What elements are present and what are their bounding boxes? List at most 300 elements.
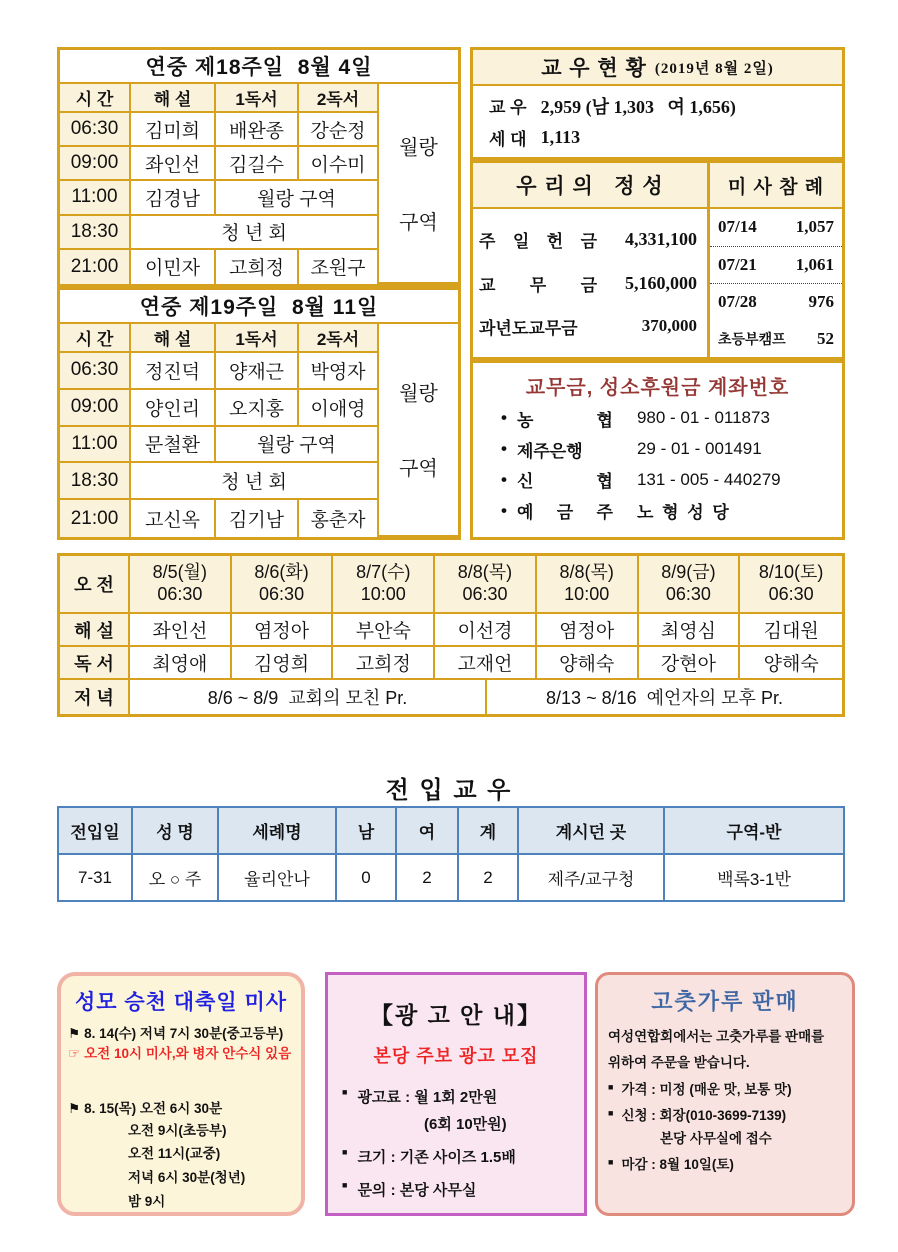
cell-text: 2 <box>483 867 493 887</box>
pointing-hand-icon: ☞ <box>68 1046 81 1062</box>
time-text: 10:00 <box>564 584 610 604</box>
name-text: 김경남 <box>144 188 201 210</box>
assumption-mass-box <box>57 972 305 1216</box>
attendance-count: 1,061 <box>795 254 834 274</box>
header-text: 구역-반 <box>726 823 782 842</box>
households-label: 세 대 <box>489 130 527 150</box>
account-numbers-panel <box>470 360 845 540</box>
offering-label: 주 일 헌 금 <box>479 232 597 252</box>
name-text: 월랑 구역 <box>257 188 336 210</box>
transfer-header <box>133 808 219 855</box>
transfer-header <box>519 808 665 855</box>
name-text: 이민자 <box>144 258 201 280</box>
week18-header-reading1 <box>216 84 299 113</box>
square-bullet-icon: ■ <box>342 1180 348 1190</box>
name-text: 이수미 <box>310 154 366 176</box>
cell-text: 백록3-1반 <box>717 870 791 889</box>
name-text: 김영희 <box>254 654 310 675</box>
table-cell <box>60 113 131 147</box>
time-text: 18:30 <box>70 220 119 242</box>
transfer-header <box>665 808 843 855</box>
time-text: 06:30 <box>70 118 119 140</box>
name-text: 염정아 <box>559 621 615 642</box>
name-text: 최영애 <box>152 654 208 675</box>
name-text: 고희정 <box>228 258 285 280</box>
name-text: 오지홍 <box>228 398 285 420</box>
time-text: 06:30 <box>768 584 814 604</box>
name-text: 강순정 <box>310 120 366 142</box>
week19-title-text: 연중 제19주일 8월 11일 <box>139 296 379 319</box>
name-text: 좌인선 <box>144 154 201 176</box>
week19-title <box>60 290 458 324</box>
attendance-row <box>710 209 842 247</box>
attendance-date: 07/14 <box>718 217 757 237</box>
bank-name: 신 협 <box>516 472 613 492</box>
table-cell <box>639 647 741 680</box>
item-text: 광고료 : 월 1회 2만원 <box>357 1089 498 1106</box>
table-cell <box>299 390 379 427</box>
cell-text: 2 <box>422 867 432 887</box>
table-cell <box>435 614 537 647</box>
header-text: 계 <box>479 823 497 842</box>
weekday-date-cell <box>435 556 537 614</box>
name-text: 김대원 <box>763 621 819 642</box>
item-text: 마감 : 8월 10일(토) <box>621 1157 734 1173</box>
subtitle-text: 본당 주보 광고 모집 <box>373 1046 539 1066</box>
table-cell <box>740 647 842 680</box>
header-text: 시 간 <box>75 330 114 349</box>
week19-region-label <box>379 324 458 537</box>
name-text: 최영심 <box>660 621 716 642</box>
account-row <box>479 498 836 523</box>
table-cell <box>60 181 131 215</box>
assumption-sub-item <box>128 1119 294 1143</box>
header-text: 해 설 <box>153 330 192 349</box>
evening-right-cell <box>487 680 842 714</box>
table-cell <box>130 614 232 647</box>
name-text: 좌인선 <box>152 621 208 642</box>
item-text: 신청 : 회장(010-3699-7139) <box>621 1107 787 1123</box>
status-date: (2019년 8월 2일) <box>654 60 774 77</box>
assumption-sub-item <box>128 1166 294 1190</box>
row-label: 오 전 <box>74 575 114 595</box>
name-text: 양재근 <box>228 361 285 383</box>
dot-bullet-icon: • <box>501 500 507 520</box>
transfer-table <box>57 806 845 902</box>
name-text: 청 년 회 <box>221 472 287 494</box>
time-text: 21:00 <box>70 507 119 529</box>
parish-status-body <box>473 86 842 157</box>
square-bullet-icon: ■ <box>342 1147 348 1157</box>
name-text: 월랑 구역 <box>257 435 336 457</box>
transfer-cell <box>59 855 133 900</box>
header-text: 성 명 <box>156 823 194 842</box>
table-cell <box>232 614 334 647</box>
offerings-column <box>473 163 710 357</box>
name-text: 고재언 <box>457 654 513 675</box>
item-text: 가격 : 미정 (매운 맛, 보통 맛) <box>621 1082 792 1098</box>
table-cell <box>131 500 216 537</box>
row-label: 해 설 <box>74 620 114 641</box>
title-text: 고춧가루 판매 <box>651 989 799 1014</box>
table-cell <box>60 427 131 464</box>
table-cell <box>299 113 379 147</box>
title-text: 【광 고 안 내】 <box>369 1002 543 1028</box>
name-text: 양해숙 <box>763 654 819 675</box>
name-text: 김미희 <box>144 120 201 142</box>
table-cell <box>131 427 216 464</box>
table-cell <box>333 647 435 680</box>
table-cell <box>537 647 639 680</box>
time-text: 06:30 <box>665 584 711 604</box>
week18-header-time <box>60 84 131 113</box>
date-text: 8/8(목) <box>559 562 614 583</box>
bank-name: 제주은행 <box>516 441 583 461</box>
weekday-date-cell <box>740 556 842 614</box>
ad-item <box>342 1086 570 1107</box>
parish-status-panel <box>470 47 845 160</box>
region-line: 월랑 <box>399 137 438 159</box>
name-text: 문철환 <box>144 435 201 457</box>
attendance-count: 1,057 <box>795 217 834 237</box>
attendance-date: 07/21 <box>718 254 757 274</box>
square-bullet-icon: ■ <box>608 1107 614 1118</box>
attendance-row <box>710 284 842 321</box>
transfer-cell <box>219 855 337 900</box>
table-cell <box>131 390 216 427</box>
transfer-cell <box>133 855 219 900</box>
name-text: 박영자 <box>310 361 366 383</box>
header-text: 1독서 <box>235 90 278 109</box>
name-text: 고희정 <box>355 654 411 675</box>
transfer-cell <box>337 855 397 900</box>
square-bullet-icon: ■ <box>608 1082 614 1093</box>
date-text: 8/10(토) <box>758 562 824 583</box>
members-label: 교 우 <box>489 98 527 118</box>
account-row <box>479 437 836 462</box>
flag-icon: ⚑ <box>68 1026 81 1041</box>
ad-item-detail <box>424 1113 572 1134</box>
table-cell <box>60 250 131 284</box>
intro-text: 여성연합회에서는 고춧가루를 판매를 <box>608 1029 825 1044</box>
offering-row <box>473 314 707 339</box>
name-text: 이애영 <box>310 398 366 420</box>
sub-text: 저녁 6시 30분(청년) <box>128 1170 246 1185</box>
weekday-date-cell <box>639 556 741 614</box>
date-text: 8/5(월) <box>152 562 208 583</box>
assumption-item <box>68 1099 294 1119</box>
households-line <box>473 125 842 150</box>
table-cell <box>537 614 639 647</box>
date-text: 8/7(수) <box>356 562 411 583</box>
weekday-date-cell <box>333 556 435 614</box>
date-text: 8/9(금) <box>661 562 716 583</box>
offering-row <box>473 271 707 296</box>
attendance-row <box>710 321 842 358</box>
row-label: 저 녁 <box>74 688 114 708</box>
table-cell <box>216 500 299 537</box>
week19-header-time <box>60 324 131 353</box>
cell-text: 오 ○ 주 <box>148 870 202 889</box>
offering-value: 5,160,000 <box>625 272 697 293</box>
offering-row <box>473 227 707 252</box>
table-cell <box>299 147 379 181</box>
transfer-cell <box>519 855 665 900</box>
attendance-column <box>710 163 842 357</box>
header-text: 전입일 <box>70 823 120 842</box>
table-cell <box>216 113 299 147</box>
attendance-count: 976 <box>808 292 834 312</box>
table-cell <box>740 614 842 647</box>
table-cell-merged <box>216 181 379 215</box>
week18-title-text: 연중 제18주일 8월 4일 <box>145 56 373 79</box>
table-cell <box>639 614 741 647</box>
time-text: 06:30 <box>70 359 119 381</box>
cell-text: 0 <box>361 867 371 887</box>
account-number: 980 - 01 - 011873 <box>636 408 770 428</box>
table-cell <box>299 250 379 284</box>
holder-name: 노 형 성 당 <box>636 503 731 523</box>
transfer-header <box>337 808 397 855</box>
pepper-item-detail <box>660 1128 842 1150</box>
time-text: 11:00 <box>71 186 118 208</box>
table-cell <box>60 500 131 537</box>
offerings-title <box>473 163 707 209</box>
pepper-item <box>608 1105 842 1127</box>
table-cell <box>60 463 131 500</box>
square-bullet-icon: ■ <box>342 1087 348 1097</box>
name-text: 양해숙 <box>559 654 615 675</box>
name-text: 부안숙 <box>355 621 411 642</box>
name-text: 고신옥 <box>144 510 201 532</box>
title-text: 교무금, 성소후원금 계좌번호 <box>525 377 790 399</box>
title-text: 교 우 현 황 <box>541 57 647 80</box>
header-text: 1독서 <box>235 330 278 349</box>
dot-bullet-icon: • <box>501 408 507 428</box>
holder-label: 예 금 주 <box>516 503 613 523</box>
ad-subtitle <box>340 1042 572 1068</box>
assumption-item <box>68 1024 294 1044</box>
name-text: 양인리 <box>144 398 201 420</box>
name-text: 정진덕 <box>144 361 201 383</box>
name-text: 청 년 회 <box>221 223 287 245</box>
table-cell <box>131 181 216 215</box>
week18-schedule-table <box>57 47 461 287</box>
evening-text: 8/13 ~ 8/16 예언자의 모후 Pr. <box>546 688 783 708</box>
sub-text: 밤 9시 <box>128 1193 166 1209</box>
account-number: 131 - 005 - 440279 <box>636 469 781 489</box>
offerings-attendance-panel <box>470 160 845 360</box>
table-cell <box>60 390 131 427</box>
account-row <box>479 406 836 431</box>
sub-text: 오전 11시(교중) <box>128 1146 221 1162</box>
weekday-label-commentary <box>60 614 130 647</box>
weekday-label-reading <box>60 647 130 680</box>
time-text: 09:00 <box>70 396 119 418</box>
date-text: 8/6(화) <box>254 562 309 583</box>
region-line: 구역 <box>399 458 438 481</box>
week18-region-label <box>379 84 458 284</box>
table-cell <box>60 216 131 250</box>
evening-row <box>130 680 842 714</box>
title-text: 우 리 의 정 성 <box>516 175 664 198</box>
ad-item <box>342 1179 570 1200</box>
table-cell <box>131 147 216 181</box>
time-text: 11:00 <box>71 432 118 454</box>
table-cell <box>130 647 232 680</box>
table-cell <box>216 147 299 181</box>
bank-name: 농 협 <box>516 410 613 430</box>
attendance-body <box>710 209 842 357</box>
item-text: 8. 14(수) 저녁 7시 30분(중고등부) <box>84 1026 284 1041</box>
ad-title <box>340 997 572 1030</box>
name-text: 홍춘자 <box>310 510 366 532</box>
attendance-title <box>710 163 842 209</box>
name-text: 조원구 <box>310 258 366 280</box>
header-text: 시 간 <box>75 90 114 109</box>
header-text: 남 <box>357 823 375 842</box>
name-text: 이선경 <box>457 621 513 642</box>
offering-value: 4,331,100 <box>625 229 697 250</box>
table-cell <box>232 647 334 680</box>
transfer-header <box>397 808 459 855</box>
time-text: 06:30 <box>259 584 305 604</box>
header-text: 해 설 <box>153 90 192 109</box>
week18-header-reading2 <box>299 84 379 113</box>
table-cell <box>333 614 435 647</box>
assumption-title <box>68 986 294 1016</box>
table-cell <box>60 147 131 181</box>
table-cell <box>216 353 299 390</box>
sub-text: 오전 9시(초등부) <box>128 1122 227 1138</box>
transfer-section-title <box>0 770 898 805</box>
transfer-header <box>219 808 337 855</box>
time-text: 18:30 <box>70 469 119 491</box>
flag-icon: ⚑ <box>68 1100 81 1116</box>
weekday-label-morning <box>60 556 130 614</box>
name-text: 염정아 <box>254 621 310 642</box>
weekday-date-cell <box>537 556 639 614</box>
evening-left-cell <box>130 680 487 714</box>
assumption-note <box>68 1044 294 1064</box>
name-text: 배완종 <box>228 120 285 142</box>
ad-item <box>342 1146 570 1167</box>
table-cell <box>299 500 379 537</box>
title-text: 전 입 교 우 <box>385 777 513 804</box>
parish-status-title <box>473 50 842 86</box>
table-cell <box>216 250 299 284</box>
pepper-sale-box <box>595 972 855 1216</box>
week19-schedule-table <box>57 287 461 540</box>
item-text: 8. 15(목) 오전 6시 30분 <box>84 1100 223 1116</box>
name-text: 강현아 <box>660 654 716 675</box>
households-value: 1,113 <box>540 127 581 148</box>
week19-header-commentary <box>131 324 216 353</box>
table-cell <box>131 250 216 284</box>
note-text: 오전 10시 미사,와 병자 안수식 있음 <box>84 1046 292 1062</box>
region-line: 구역 <box>399 212 438 234</box>
account-number: 29 - 01 - 001491 <box>636 439 762 459</box>
attendance-count: 52 <box>817 328 834 348</box>
item-text: 크기 : 기존 사이즈 1.5배 <box>357 1149 516 1166</box>
dot-bullet-icon: • <box>501 439 507 459</box>
week19-header-reading2 <box>299 324 379 353</box>
account-row <box>479 467 836 492</box>
item-text: (6회 10만원) <box>424 1116 507 1133</box>
offering-value: 370,000 <box>641 316 697 336</box>
cell-text: 제주/교구청 <box>547 870 635 889</box>
header-text: 2독서 <box>316 90 360 109</box>
transfer-header <box>459 808 519 855</box>
attendance-row <box>710 247 842 285</box>
header-text: 계시던 곳 <box>555 823 627 842</box>
offering-label: 과년도교무금 <box>479 318 578 338</box>
item-text: 본당 사무실에 접수 <box>660 1131 772 1147</box>
item-text: 문의 : 본당 사무실 <box>357 1182 477 1199</box>
week18-title <box>60 50 458 84</box>
title-text: 성모 승천 대축일 미사 <box>74 991 288 1014</box>
offering-label: 교 무 금 <box>479 275 597 295</box>
weekday-label-evening <box>60 680 130 714</box>
header-text: 여 <box>418 823 436 842</box>
transfer-cell <box>459 855 519 900</box>
table-cell-merged <box>216 427 379 464</box>
time-text: 06:30 <box>462 584 508 604</box>
week19-header-reading1 <box>216 324 299 353</box>
header-text: 세례명 <box>252 823 302 842</box>
weekday-mass-table <box>57 553 845 717</box>
weekday-date-cell <box>232 556 334 614</box>
cell-text: 율리안나 <box>244 870 310 889</box>
cell-text: 7-31 <box>77 867 113 887</box>
header-text: 2독서 <box>316 330 360 349</box>
intro-text: 위하여 주문을 받습니다. <box>608 1054 750 1070</box>
attendance-event: 초등부캠프 <box>718 330 786 347</box>
transfer-header <box>59 808 133 855</box>
dot-bullet-icon: • <box>501 469 507 489</box>
account-panel-body <box>479 400 836 529</box>
table-cell <box>216 390 299 427</box>
time-text: 06:30 <box>157 584 203 604</box>
table-cell <box>435 647 537 680</box>
title-text: 미 사 참 례 <box>727 176 825 198</box>
time-text: 21:00 <box>70 255 119 277</box>
ad-notice-box <box>325 972 587 1216</box>
evening-text: 8/6 ~ 8/9 교회의 모친 Pr. <box>207 688 408 708</box>
name-text: 김길수 <box>228 154 285 176</box>
pepper-item <box>608 1154 842 1176</box>
table-cell <box>131 353 216 390</box>
table-cell <box>60 353 131 390</box>
members-line <box>473 93 842 119</box>
transfer-cell <box>665 855 843 900</box>
row-label: 독 서 <box>74 653 114 674</box>
region-line: 월랑 <box>399 383 438 406</box>
table-cell <box>131 113 216 147</box>
attendance-date: 07/28 <box>718 292 757 312</box>
pepper-intro <box>608 1024 842 1075</box>
name-text: 김기남 <box>228 510 285 532</box>
week18-header-commentary <box>131 84 216 113</box>
date-text: 8/8(목) <box>457 562 513 583</box>
time-text: 10:00 <box>360 584 406 604</box>
square-bullet-icon: ■ <box>608 1157 614 1168</box>
offerings-body <box>473 209 707 357</box>
account-panel-title <box>479 371 836 400</box>
members-value: 2,959 (남 1,303 여 1,656) <box>540 96 736 117</box>
pepper-item <box>608 1079 842 1101</box>
assumption-sub-item <box>128 1142 294 1166</box>
